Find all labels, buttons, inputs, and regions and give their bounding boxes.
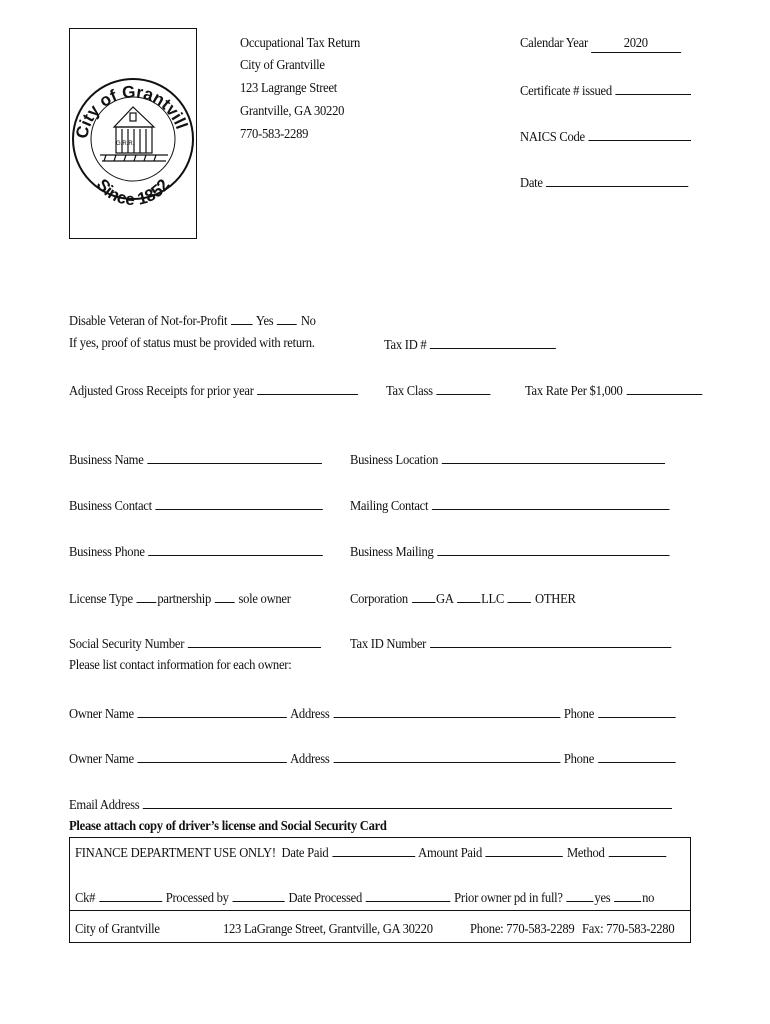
veteran-no-label: No — [300, 314, 316, 329]
date-processed-blank[interactable] — [366, 889, 451, 902]
tax-id-label: Tax ID # — [384, 338, 427, 353]
header-city-state-zip: Grantville, GA 30220 — [240, 104, 345, 119]
license-type-label: License Type — [69, 592, 133, 607]
partnership-blank[interactable] — [137, 590, 157, 603]
finance-use-only-label: FINANCE DEPARTMENT USE ONLY! — [75, 846, 276, 861]
naics-field[interactable] — [520, 128, 692, 146]
owner-row-1 — [69, 705, 676, 723]
date-label: Date — [520, 176, 543, 191]
other-blank[interactable] — [508, 590, 531, 603]
email-field[interactable] — [69, 796, 673, 814]
business-mailing-label: Business Mailing — [350, 545, 434, 560]
certificate-label: Certificate # issued — [520, 84, 612, 99]
business-mailing-field[interactable] — [350, 543, 670, 561]
gross-receipts-field[interactable] — [69, 382, 359, 400]
header-street: 123 Lagrange Street — [240, 81, 338, 96]
svg-text:G.R.R.: G.R.R. — [116, 141, 135, 147]
processed-by-label: Processed by — [165, 891, 229, 906]
tax-id-number-label: Tax ID Number — [350, 637, 427, 652]
date-paid-label: Date Paid — [281, 846, 329, 861]
seal-icon — [70, 29, 196, 238]
llc-label: LLC — [481, 592, 505, 607]
ga-blank[interactable] — [412, 590, 435, 603]
prior-owner-no-label: no — [642, 891, 655, 906]
ssn-field[interactable] — [69, 635, 322, 653]
form-title: Occupational Tax Return — [240, 36, 361, 51]
owner-name-blank[interactable] — [138, 705, 287, 718]
owner-name-label: Owner Name — [69, 707, 134, 722]
address-blank[interactable] — [333, 750, 560, 763]
gross-receipts-label: Adjusted Gross Receipts for prior year — [69, 384, 254, 399]
naics-blank[interactable] — [589, 128, 692, 141]
phone-label: Phone — [563, 752, 595, 767]
header-phone: 770-583-2289 — [240, 127, 309, 142]
prior-owner-label: Prior owner pd in full? — [454, 891, 563, 906]
footer-phone: Phone: 770-583-2289 — [470, 922, 575, 937]
phone-blank[interactable] — [598, 750, 675, 763]
business-location-label: Business Location — [350, 453, 439, 468]
business-contact-blank[interactable] — [156, 497, 323, 510]
phone-label: Phone — [563, 707, 595, 722]
email-label: Email Address — [69, 798, 140, 813]
date-paid-blank[interactable] — [332, 844, 415, 857]
tax-id-number-blank[interactable] — [430, 635, 671, 648]
amount-paid-blank[interactable] — [486, 844, 563, 857]
business-phone-label: Business Phone — [69, 545, 145, 560]
mailing-contact-blank[interactable] — [432, 497, 670, 510]
footer-fax: Fax: 770-583-2280 — [582, 922, 675, 937]
list-contact-note: Please list contact information for each owner: — [69, 658, 292, 673]
business-contact-field[interactable] — [69, 497, 324, 515]
tax-class-field[interactable] — [386, 382, 491, 400]
finance-box — [69, 837, 691, 943]
finance-row-2 — [75, 889, 654, 907]
owner-name-blank[interactable] — [138, 750, 287, 763]
corporation-field — [350, 590, 576, 608]
prior-owner-yes-blank[interactable] — [567, 889, 594, 902]
veteran-label: Disable Veteran of Not-for-Profit — [69, 314, 228, 329]
email-blank[interactable] — [143, 796, 672, 809]
gross-receipts-blank[interactable] — [257, 382, 358, 395]
tax-id-blank[interactable] — [430, 336, 556, 349]
business-contact-label: Business Contact — [69, 499, 152, 514]
address-label: Address — [290, 752, 330, 767]
prior-owner-no-blank[interactable] — [614, 889, 641, 902]
calendar-year-label: Calendar Year — [520, 36, 588, 51]
ssn-label: Social Security Number — [69, 637, 185, 652]
naics-label: NAICS Code — [520, 130, 585, 145]
attach-note: Please attach copy of driver’s license and Social Security Card — [69, 819, 387, 834]
business-phone-blank[interactable] — [148, 543, 323, 556]
veteran-yes-label: Yes — [255, 314, 274, 329]
method-blank[interactable] — [608, 844, 666, 857]
llc-blank[interactable] — [457, 590, 480, 603]
business-name-field[interactable] — [69, 451, 323, 469]
svg-text:Since 1852: Since 1852 — [92, 175, 174, 210]
city-seal — [69, 28, 197, 239]
footer-city: City of Grantville — [75, 922, 160, 937]
business-location-field[interactable] — [350, 451, 666, 469]
sole-owner-blank[interactable] — [215, 590, 235, 603]
business-name-blank[interactable] — [147, 451, 322, 464]
business-location-blank[interactable] — [442, 451, 665, 464]
veteran-line — [69, 312, 316, 330]
ck-label: Ck# — [75, 891, 96, 906]
business-name-label: Business Name — [69, 453, 144, 468]
ssn-blank[interactable] — [188, 635, 321, 648]
svg-text:City of Grantville: City of Grantvill — [72, 82, 192, 141]
certificate-field[interactable] — [520, 82, 692, 100]
corporation-label: Corporation — [350, 592, 408, 607]
veteran-yes-blank[interactable] — [231, 312, 253, 325]
finance-divider — [70, 910, 690, 911]
processed-by-blank[interactable] — [232, 889, 284, 902]
ck-blank[interactable] — [99, 889, 162, 902]
finance-row-1 — [75, 844, 667, 862]
method-label: Method — [566, 846, 605, 861]
tax-rate-field[interactable] — [525, 382, 703, 400]
tax-rate-blank[interactable] — [626, 382, 702, 395]
owner-name-label: Owner Name — [69, 752, 134, 767]
tax-rate-label: Tax Rate Per $1,000 — [525, 384, 623, 399]
license-type-field — [69, 590, 291, 608]
date-field[interactable] — [520, 174, 690, 192]
certificate-blank[interactable] — [616, 82, 692, 95]
amount-paid-label: Amount Paid — [418, 846, 483, 861]
date-processed-label: Date Processed — [288, 891, 362, 906]
business-phone-field[interactable] — [69, 543, 324, 561]
phone-blank[interactable] — [598, 705, 675, 718]
ga-label: GA — [436, 592, 453, 607]
calendar-year-field[interactable] — [520, 36, 681, 53]
tax-id-field[interactable] — [384, 336, 557, 354]
mailing-contact-label: Mailing Contact — [350, 499, 429, 514]
other-label: OTHER — [535, 592, 576, 607]
business-mailing-blank[interactable] — [437, 543, 669, 556]
date-blank[interactable] — [546, 174, 688, 187]
tax-id-number-field[interactable] — [350, 635, 672, 653]
address-label: Address — [290, 707, 330, 722]
calendar-year-value[interactable]: 2020 — [591, 36, 681, 53]
header-city: City of Grantville — [240, 58, 325, 73]
address-blank[interactable] — [333, 705, 560, 718]
sole-owner-label: sole owner — [238, 592, 291, 607]
prior-owner-yes-label: yes — [594, 891, 611, 906]
owner-row-2 — [69, 750, 676, 768]
footer-address: 123 LaGrange Street, Grantville, GA 30220 — [223, 922, 433, 937]
veteran-proof-note: If yes, proof of status must be provided with return. — [69, 336, 315, 351]
partnership-label: partnership — [157, 592, 212, 607]
tax-class-label: Tax Class — [386, 384, 433, 399]
tax-class-blank[interactable] — [437, 382, 491, 395]
veteran-no-blank[interactable] — [277, 312, 297, 325]
mailing-contact-field[interactable] — [350, 497, 670, 515]
